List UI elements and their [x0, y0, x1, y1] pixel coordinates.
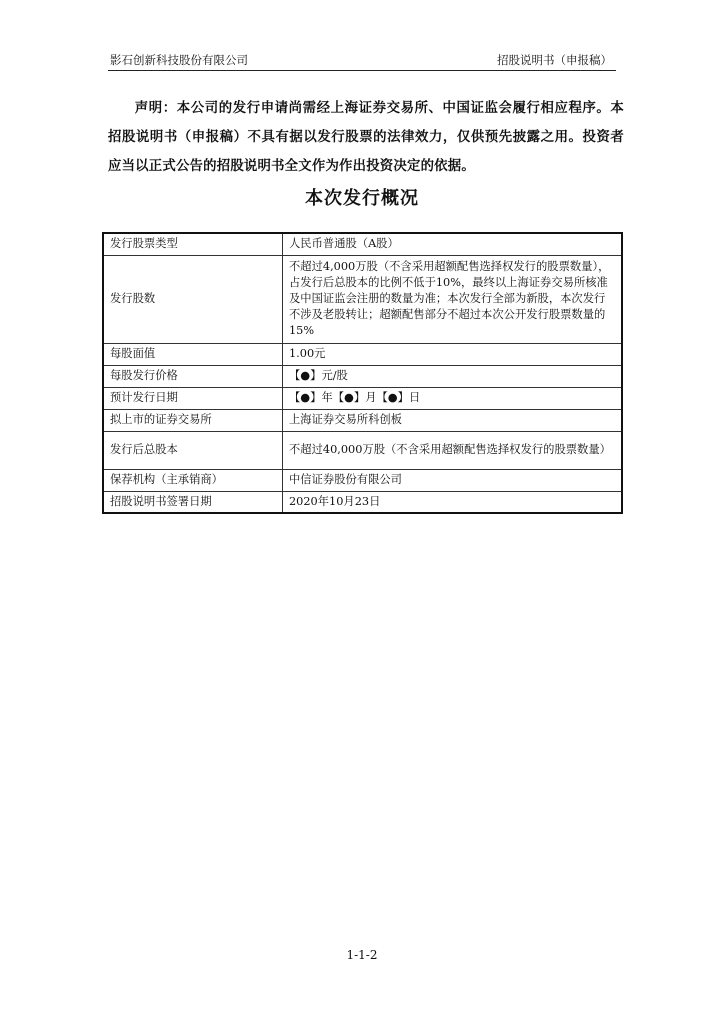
row-value: 不超过40,000万股（不含采用超额配售选择权发行的股票数量）: [283, 431, 623, 469]
page-number: 1-1-2: [346, 948, 378, 962]
table-row: [103, 365, 622, 387]
row-value: 2020年10月23日: [283, 491, 623, 513]
table-row: [103, 255, 622, 343]
row-value: 1.00元: [283, 343, 623, 365]
row-label: 发行股票类型: [103, 233, 283, 255]
table-row: [103, 491, 622, 513]
offering-overview-table: [102, 232, 623, 514]
row-label: 发行股数: [103, 255, 283, 343]
row-label: 预计发行日期: [103, 387, 283, 409]
row-value: 上海证券交易所科创板: [283, 409, 623, 431]
row-label: 招股说明书签署日期: [103, 491, 283, 513]
row-value: 中信证券股份有限公司: [283, 469, 623, 491]
row-value: 【●】元/股: [283, 365, 623, 387]
table-row: [103, 387, 622, 409]
document-name: 招股说明书（申报稿）: [497, 53, 612, 67]
company-name: 影石创新科技股份有限公司: [110, 53, 248, 67]
row-value: 【●】年【●】月【●】日: [283, 387, 623, 409]
section-title: 本次发行概况: [305, 188, 419, 209]
table-row: [103, 469, 622, 491]
row-label: 保荐机构（主承销商）: [103, 469, 283, 491]
disclaimer-statement: 声明：本公司的发行申请尚需经上海证券交易所、中国证监会履行相应程序。本招股说明书（申报稿）不具有据以发行股票的法律效力，仅供预先披露之用。投资者应当以正式公告的招股说明书全文作为作出投资决定的依据。: [108, 101, 624, 174]
row-value: 不超过4,000万股（不含采用超额配售选择权发行的股票数量），占发行后总股本的比例不低于10%，最终以上海证券交易所核准及中国证监会注册的数量为准；本次发行全部为新股，本次发行不涉及老股转让；超额配售部分不超过本次公开发行股票数量的15%: [283, 255, 623, 343]
row-label: 发行后总股本: [103, 431, 283, 469]
table-row: [103, 409, 622, 431]
table-row: [103, 343, 622, 365]
row-label: 每股发行价格: [103, 365, 283, 387]
row-label: 拟上市的证券交易所: [103, 409, 283, 431]
table-row: [103, 233, 622, 255]
row-label: 每股面值: [103, 343, 283, 365]
page-header: [108, 50, 616, 71]
row-value: 人民币普通股（A股）: [283, 233, 623, 255]
table-row: [103, 431, 622, 469]
